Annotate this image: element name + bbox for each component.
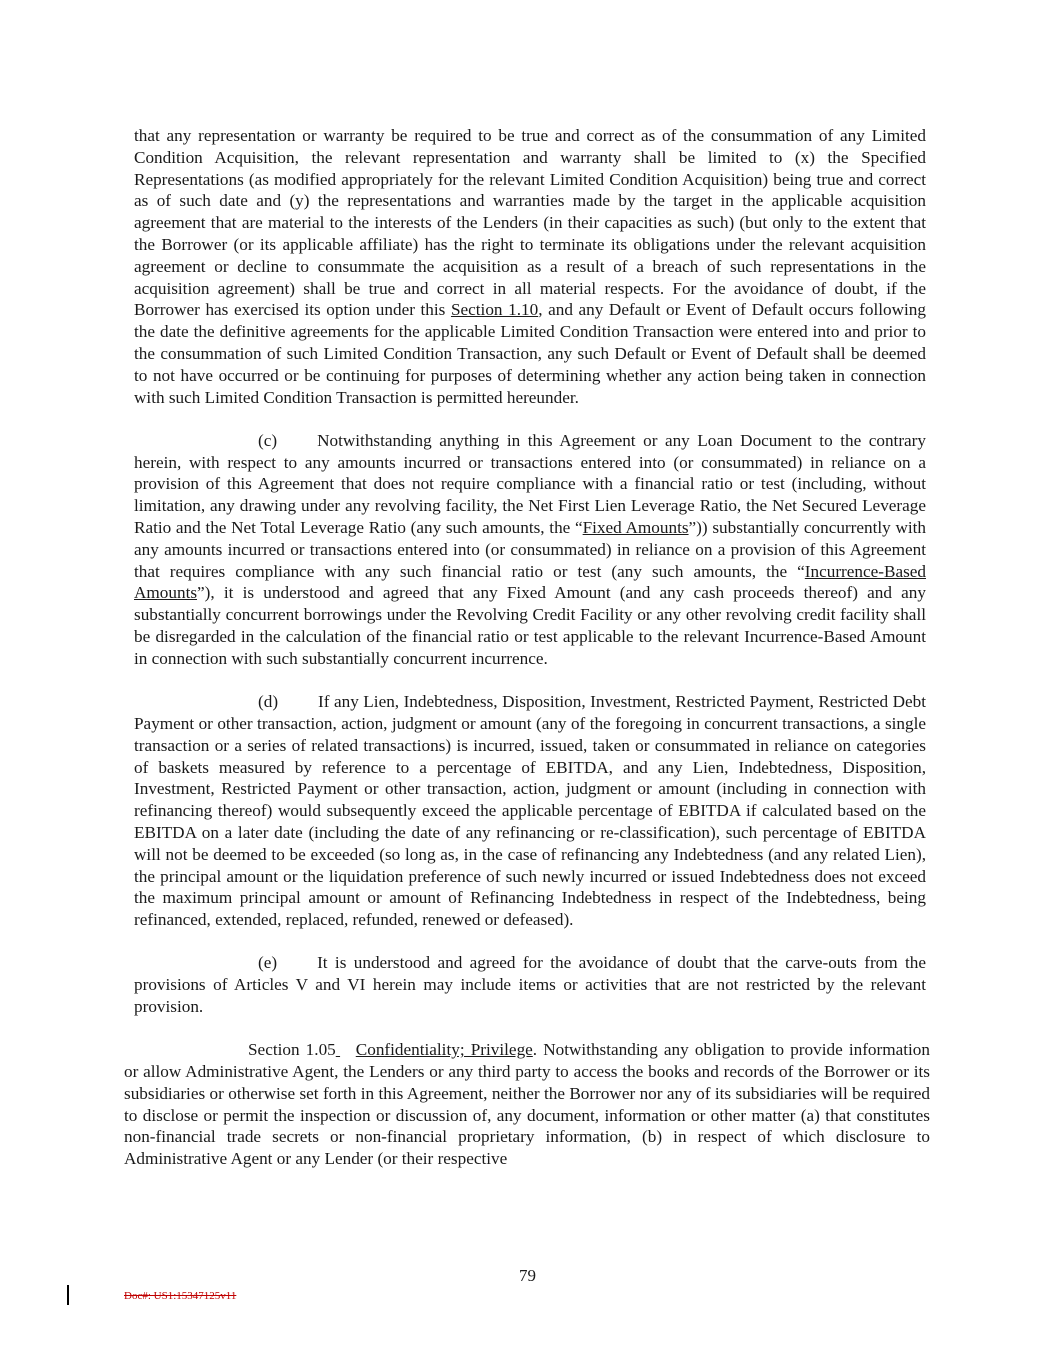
defined-term-incurrence-based-amounts: Incurrence-Based Amounts (134, 561, 926, 603)
paragraph-e-label: (e) (258, 953, 278, 973)
page-body (124, 125, 930, 1192)
paragraph-d: (d) If any Lien, Indebtedness, Disposition, Investment, Restricted Payment, Restricted Debt Payment or other transaction, action, judgment or amount (any of the foregoing in concurrent transactions, a single transaction or a series of related transactions) is incurred, issued, taken or consummated in reliance on categories of baskets measured by reference to a percentage of EBITDA, and any Lien, Indebtedness, Disposition, Investment, Restricted Payment or other transaction, action, judgment or amount (including in connection with refinancing thereof) would subsequently exceed the applicable percentage of EBITDA if calculated based on the EBITDA on a later date (including the date of any refinancing or re-classification), such percentage of EBITDA will not be deemed to be exceeded (so long as, in the case of refinancing any Indebtedness (and any related Lien), the principal amount or the liquidation preference of such newly incurred or issued Indebtedness does not exceed the maximum principal amount or amount of Refinancing Indebtedness in respect of the Indebtedness, being refinanced, extended, replaced, refunded, renewed or defeased). (134, 692, 926, 930)
change-bar (67, 1285, 69, 1305)
section-1-05-paragraph: Section 1.05 Confidentiality; Privilege. Notwithstanding any obligation to provide information or allow Administrative Agent, the Lenders or any third party to access the books and records of the Borrower or its subsidiaries or otherwise set forth in this Agreement, neither the Borrower nor any of its subsidiaries will be required to disclose or permit the inspection or discussion of, any document, information or other matter (a) that constitutes non-financial trade secrets or non-financial proprietary information, (b) in respect of which disclosure to Administrative Agent or any Lender (or their respective (124, 1040, 930, 1169)
paragraph-e: (e) It is understood and agreed for the avoidance of doubt that the carve-outs from the provisions of Articles V and VI herein may include items or activities that are not restricted by the relevant provision. (134, 953, 926, 1016)
document-id: Doc#: US1:15347125v11 (124, 1290, 237, 1302)
section-1-10-reference: Section 1.10 (450, 300, 539, 320)
section-title: Confidentiality; Privilege (355, 1040, 533, 1060)
defined-term-fixed-amounts: Fixed Amounts (582, 518, 689, 538)
section-number: Section 1.05 (248, 1040, 336, 1060)
paragraph-c: (c) Notwithstanding anything in this Agreement or any Loan Document to the contrary herein, with respect to any amounts incurred or transactions entered into (or consummated) in reliance on a provision of this Agreement that does not require compliance with a financial ratio or test (including, without limitation, any drawing under any revolving facility, the Net First Lien Leverage Ratio, the Net Secured Leverage Ratio and the Net Total Leverage Ratio (any such amounts, the “Fixed Amounts”)) substantially concurrently with any amounts incurred or transactions entered into (or consummated) in reliance on a provision of this Agreement that requires compliance with any such financial ratio or test (any such amounts, the “Incurrence-Based Amounts”), it is understood and agreed that any Fixed Amount (and any cash proceeds thereof) and any substantially concurrent borrowings under the Revolving Credit Facility or any other revolving credit facility shall be disregarded in the calculation of the financial ratio or test applicable to the relevant Incurrence-Based Amount in connection with such substantially concurrent incurrence. (134, 430, 926, 668)
paragraph-b-continued: that any representation or warranty be required to be true and correct as of the consummation of any Limited Condition Acquisition, the relevant representation and warranty shall be limited to (x) the Specified Representations (as modified appropriately for the relevant Limited Condition Acquisition) being true and correct as of such date and (y) the representations and warranties made by the target in the applicable acquisition agreement that are material to the interests of the Lenders (in their capacities as such) (but only to the extent that the Borrower (or its applicable affiliate) has the right to terminate its obligations under the relevant acquisition agreement or decline to consummate the acquisition as a result of a breach of such representations in the acquisition agreement) shall be true and correct in all material respects. For the avoidance of doubt, if the Borrower has exercised its option under this Section 1.10, and any Default or Event of Default occurs following the date the definitive agreements for the applicable Limited Condition Transaction were entered into and prior to the consummation of such Limited Condition Transaction, any such Default or Event of Default shall be deemed to not have occurred or be continuing for purposes of determining whether any action being taken in connection with such Limited Condition Transaction is permitted hereunder. (134, 126, 926, 407)
page-number: 79 (519, 1266, 536, 1285)
paragraph-d-label: (d) (258, 692, 279, 712)
paragraph-c-label: (c) (258, 430, 278, 450)
